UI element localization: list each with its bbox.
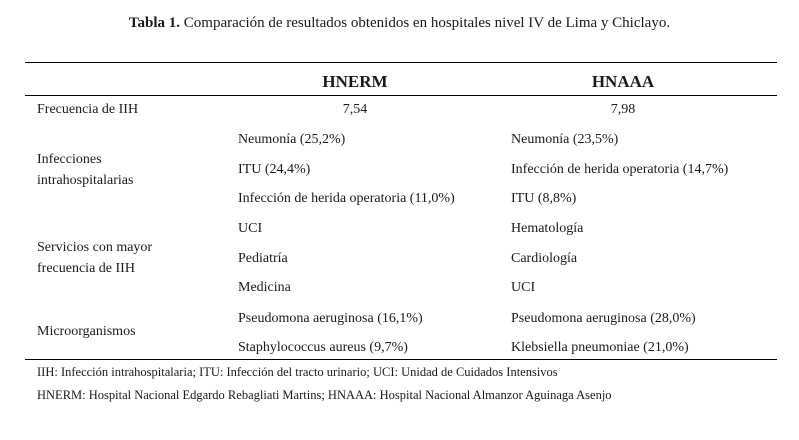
bottom-rule [25, 359, 777, 360]
header-hnaaa: HNAAA [591, 72, 655, 91]
cell-servicios-hnerm-2: Pediatría [238, 251, 288, 266]
caption-label: Tabla 1. [128, 15, 181, 31]
cell-frecuencia-hnaaa: 7,98 [610, 102, 636, 117]
row-label-infecciones-line2: intrahospitalarias [37, 173, 134, 188]
cell-infecciones-hnaaa-2: Infección de herida operatoria (14,7%) [511, 162, 729, 177]
row-label-servicios-line2: frecuencia de IIH [37, 261, 135, 276]
top-rule [25, 62, 777, 63]
cell-infecciones-hnaaa-3: ITU (8,8%) [511, 191, 577, 206]
row-label-frecuencia: Frecuencia de IIH [37, 102, 139, 117]
cell-micro-hnerm-2: Staphylococcus aureus (9,7%) [238, 340, 408, 355]
cell-servicios-hnaaa-3: UCI [511, 280, 536, 295]
row-label-servicios-line1: Servicios con mayor [37, 240, 153, 255]
cell-micro-hnerm-1: Pseudomona aeruginosa (16,1%) [238, 311, 423, 326]
table-caption [0, 14, 799, 32]
cell-infecciones-hnerm-3: Infección de herida operatoria (11,0%) [238, 191, 455, 206]
footnote-abbreviations: IIH: Infección intrahospitalaria; ITU: Infección del tracto urinario; UCI: Unidad de Cuidados Intensivos [37, 365, 558, 379]
row-label-infecciones-line1: Infecciones [37, 152, 102, 167]
cell-frecuencia-hnerm: 7,54 [342, 102, 368, 117]
cell-servicios-hnaaa-2: Cardiología [511, 251, 578, 266]
cell-micro-hnaaa-1: Pseudomona aeruginosa (28,0%) [511, 311, 696, 326]
cell-servicios-hnerm-1: UCI [238, 221, 263, 236]
cell-infecciones-hnerm-2: ITU (24,4%) [238, 162, 311, 177]
footnote-hospitals: HNERM: Hospital Nacional Edgardo Rebagliati Martins; HNAAA: Hospital Nacional Almanzor Aguinaga Asenjo [37, 388, 612, 402]
row-label-microorganismos: Microorganismos [37, 324, 136, 339]
cell-micro-hnaaa-2: Klebsiella pneumoniae (21,0%) [511, 340, 689, 355]
cell-infecciones-hnerm-1: Neumonía (25,2%) [238, 132, 346, 147]
header-rule [25, 95, 777, 96]
header-hnerm: HNERM [322, 72, 388, 91]
caption-text: Comparación de resultados obtenidos en hospitales nivel IV de Lima y Chiclayo. [183, 15, 671, 31]
cell-servicios-hnaaa-1: Hematología [511, 221, 584, 236]
cell-servicios-hnerm-3: Medicina [238, 280, 291, 295]
cell-infecciones-hnaaa-1: Neumonía (23,5%) [511, 132, 619, 147]
